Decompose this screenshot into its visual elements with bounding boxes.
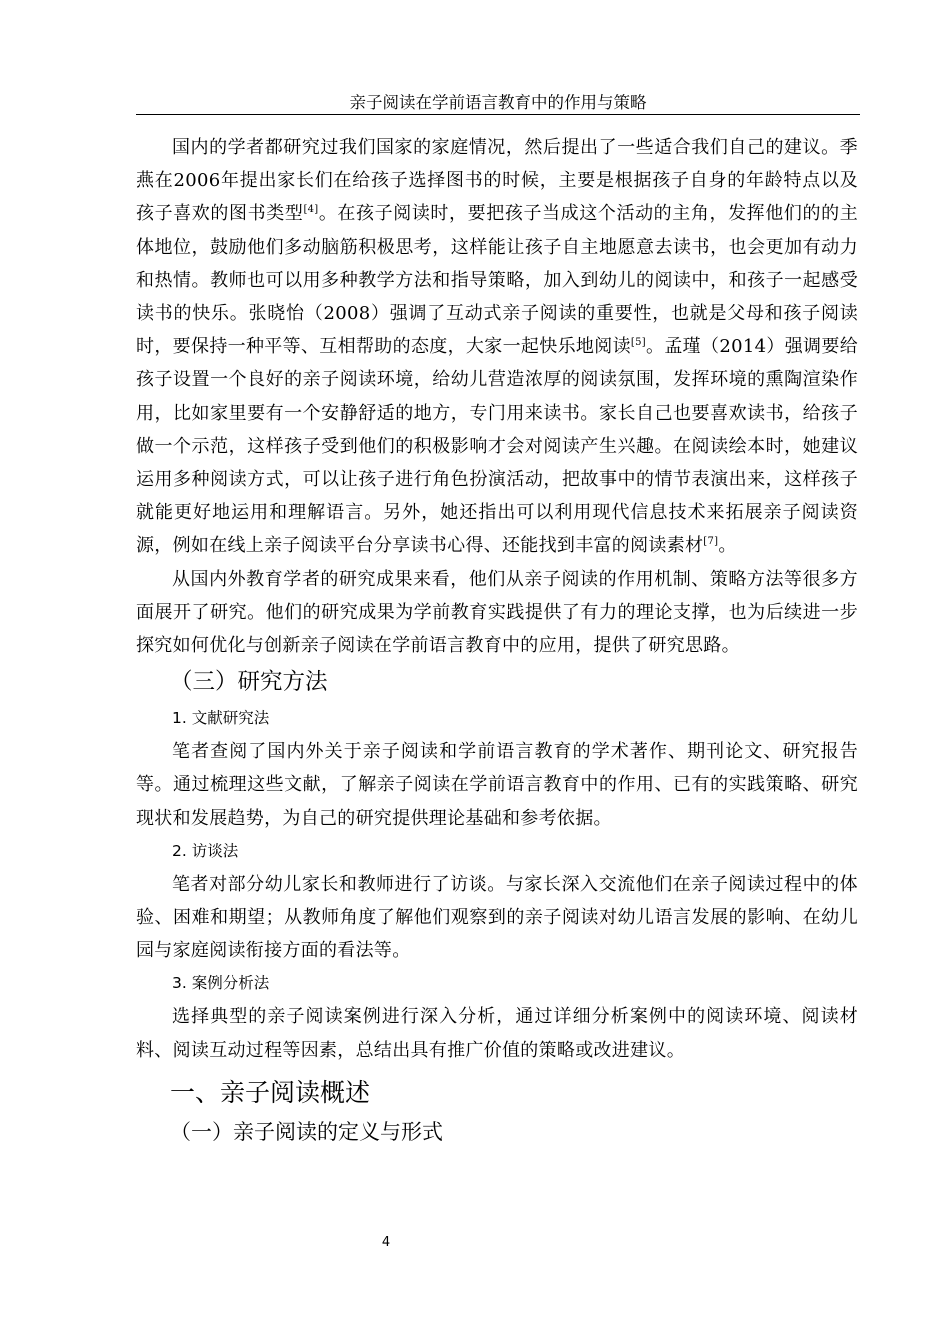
paragraph-domestic-research [136, 131, 858, 563]
paragraph-text: 。孟瑾（2014）强调要给孩子设置一个良好的亲子阅读环境，给幼儿营造浓厚的阅读氛围，发挥环境的熏陶渲染作用，比如家里要有一个安静舒适的地方，专门用来读书。家长自己也要喜欢读书，给孩子做一个示范，这样孩子受到他们的积极影响才会对阅读产生兴趣。在阅读绘本时，她建议运用多种阅读方式，可以让孩子进行角色扮演活动，把故事中的情节表演出来，这样孩子就能更好地运用和理解语言。另外，她还指出可以利用现代信息技术来拓展亲子阅读资源，例如在线上亲子阅读平台分享读书心得、还能找到丰富的阅读素材 [136, 336, 858, 557]
body-content [136, 131, 858, 1149]
paragraph-case-analysis-method: 选择典型的亲子阅读案例进行深入分析，通过详细分析案例中的阅读环境、阅读材料、阅读互动过程等因素，总结出具有推广价值的策略或改进建议。 [136, 1006, 858, 1061]
method-heading-literature: 1. 文献研究法 [172, 709, 270, 728]
paragraph-text: 。 [718, 535, 737, 557]
paragraph-text: 国内的学者都研究过我们国家的家庭情况，然后提出了一些适合我们自己的建议。季燕在2006年提出家长们在给孩子选择图书的时候，主要是根据孩子自身的年龄特点以及孩子喜欢的图书类型 [136, 137, 858, 225]
method-heading-case-analysis: 3. 案例分析法 [172, 974, 270, 993]
citation-4: [4] [303, 204, 319, 216]
citation-7: [7] [703, 536, 719, 548]
chapter-heading: 一、亲子阅读概述 [170, 1077, 371, 1107]
page-number: 4 [381, 1235, 391, 1250]
header-rule [136, 114, 860, 115]
subsection-heading: （一）亲子阅读的定义与形式 [170, 1119, 443, 1144]
method-heading-interview: 2. 访谈法 [172, 841, 239, 860]
paragraph-text: 。在孩子阅读时，要把孩子当成这个活动的主角，发挥他们的的主体地位，鼓励他们多动脑筋积极思考，这样能让孩子自主地愿意去读书，也会更加有动力和热情。教师也可以用多种教学方法和指导策略，加入到幼儿的阅读中，和孩子一起感受读书的快乐。张晓怡（2008）强调了互动式亲子阅读的重要性，也就是父母和孩子阅读时，要保持一种平等、互相帮助的态度，大家一起快乐地阅读 [136, 203, 859, 358]
paragraph-interview-method: 笔者对部分幼儿家长和教师进行了访谈。与家长深入交流他们在亲子阅读过程中的体验、困难和期望；从教师角度了解他们观察到的亲子阅读对幼儿语言发展的影响、在幼儿园与家庭阅读衔接方面的看法等。 [136, 873, 858, 962]
paragraph-summary: 从国内外教育学者的研究成果来看，他们从亲子阅读的作用机制、策略方法等很多方面展开了研究。他们的研究成果为学前教育实践提供了有力的理论支撑，也为后续进一步探究如何优化与创新亲子阅读在学前语言教育中的应用，提供了研究思路。 [136, 568, 858, 657]
citation-5: [5] [630, 337, 646, 349]
running-header: 亲子阅读在学前语言教育中的作用与策略 [349, 93, 647, 112]
paragraph-literature-method: 笔者查阅了国内外关于亲子阅读和学前语言教育的学术著作、期刊论文、研究报告等。通过梳理这些文献，了解亲子阅读在学前语言教育中的作用、已有的实践策略、研究现状和发展趋势，为自己的研究提供理论基础和参考依据。 [136, 741, 858, 829]
section-heading-research-methods: （三）研究方法 [170, 669, 328, 696]
